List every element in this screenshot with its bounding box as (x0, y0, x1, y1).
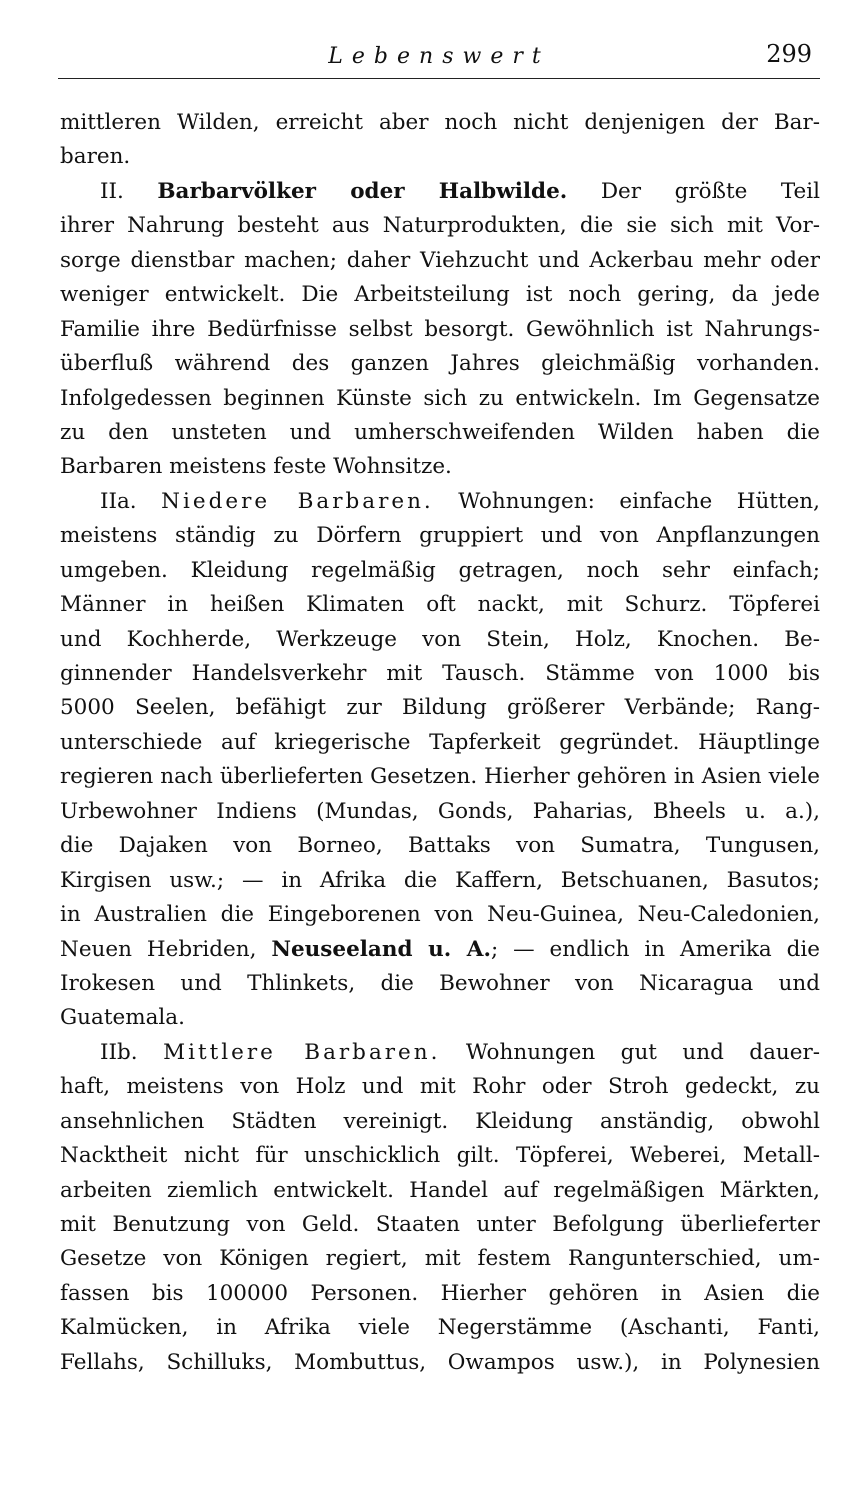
text-line: zu den unsteten und umherschweifenden Wilden haben die (60, 419, 820, 445)
text-line: umgeben. Kleidung regelmäßig getragen, noch sehr einfach; (60, 557, 820, 583)
section-heading-line (60, 1036, 820, 1070)
section-numeral: IIa. (100, 488, 137, 514)
text-line: regieren nach überlieferten Gesetzen. Hierher gehören in Asien viele (60, 764, 820, 790)
text-line: Familie ihre Bedürfnisse selbst besorgt. Gewöhnlich ist Nahrungs- (60, 316, 820, 342)
body-text (60, 106, 820, 1380)
heading-line-text: Wohnungen: einfache Hütten, (458, 488, 820, 514)
text-line: weniger entwickelt. Die Arbeitsteilung ist noch gering, da jede (60, 282, 820, 308)
text-line: mit Benutzung von Geld. Staaten unter Befolgung überlieferter (60, 1212, 820, 1237)
text-fragment: Neuen Hebriden, (60, 936, 272, 962)
text-line: haft, meistens von Holz und mit Rohr oder Stroh gedeckt, zu (60, 1074, 820, 1100)
text-line: in Australien die Eingeborenen von Neu-Guinea, Neu-Caledonien, (60, 902, 820, 928)
text-line: Gesetze von Königen regiert, mit festem Rangunterschied, um- (60, 1246, 820, 1272)
text-line: die Dajaken von Borneo, Battaks von Sumatra, Tungusen, (60, 833, 820, 859)
text-line: baren. (60, 144, 131, 170)
text-line: und Kochherde, Werkzeuge von Stein, Holz, Knochen. Be- (60, 626, 820, 652)
text-line: Barbaren meistens feste Wohnsitze. (60, 454, 452, 480)
section-numeral: II. (100, 178, 124, 204)
text-fragment: ; — endlich in Amerika die (490, 936, 820, 962)
text-line: meistens ständig zu Dörfern gruppiert und von Anpflanzungen (60, 523, 820, 549)
section-numeral: IIb. (100, 1039, 138, 1065)
text-line: Guatemala. (60, 1005, 185, 1031)
heading-line-text: Wohnungen gut und dauer- (465, 1039, 820, 1065)
text-line: fassen bis 100000 Personen. Hierher gehören in Asien die (60, 1280, 820, 1306)
text-line (60, 933, 820, 967)
running-head (58, 40, 820, 74)
section-heading-line (60, 175, 820, 209)
text-line: sorge dienstbar machen; daher Viehzucht und Ackerbau mehr oder (60, 247, 820, 273)
text-line: Nacktheit nicht für unschicklich gilt. Töpferei, Weberei, Metall- (60, 1143, 820, 1169)
section-heading: Barbarvölker oder Halbwilde. (157, 178, 568, 204)
running-title: Lebenswert (328, 44, 550, 69)
bold-place-name: Neuseeland u. A. (271, 936, 491, 962)
text-line: ansehnlichen Städten vereinigt. Kleidung anständig, obwohl (60, 1108, 820, 1134)
text-line: überfluß während des ganzen Jahres gleichmäßig vorhanden. (60, 351, 820, 377)
text-line: arbeiten ziemlich entwickelt. Handel auf regelmäßigen Märkten, (60, 1177, 820, 1203)
text-line: Infolgedessen beginnen Künste sich zu entwickeln. Im Gegensatze (60, 385, 820, 411)
text-line: ihrer Nahrung besteht aus Naturprodukten, die sie sich mit Vor- (60, 213, 820, 239)
text-line: Fellahs, Schilluks, Mombuttus, Owampos usw.), in Polynesien (60, 1349, 820, 1375)
text-line: Kalmücken, in Afrika viele Negerstämme (Aschanti, Fanti, (60, 1315, 820, 1341)
section-heading-line (60, 485, 820, 519)
section-heading: Niedere Barbaren. (161, 488, 434, 514)
section-heading: Mittlere Barbaren. (163, 1039, 441, 1065)
page-number: 299 (766, 40, 812, 68)
text-line: Irokesen und Thlinkets, die Bewohner von Nicaragua und (60, 970, 820, 996)
heading-line-text: Der größte Teil (600, 178, 820, 204)
text-line: Männer in heißen Klimaten oft nackt, mit Schurz. Töpferei (60, 592, 820, 618)
header-rule (58, 78, 820, 79)
text-line: Urbewohner Indiens (Mundas, Gonds, Paharias, Bheels u. a.), (60, 798, 820, 824)
text-line: 5000 Seelen, befähigt zur Bildung größerer Verbände; Rang- (60, 695, 820, 721)
text-line: Kirgisen usw.; — in Afrika die Kaffern, Betschuanen, Basutos; (60, 867, 820, 893)
text-line: mittleren Wilden, erreicht aber noch nicht denjenigen der Bar- (60, 110, 820, 135)
text-line: unterschiede auf kriegerische Tapferkeit gegründet. Häuptlinge (60, 729, 820, 755)
text-line: ginnender Handelsverkehr mit Tausch. Stämme von 1000 bis (60, 661, 820, 686)
